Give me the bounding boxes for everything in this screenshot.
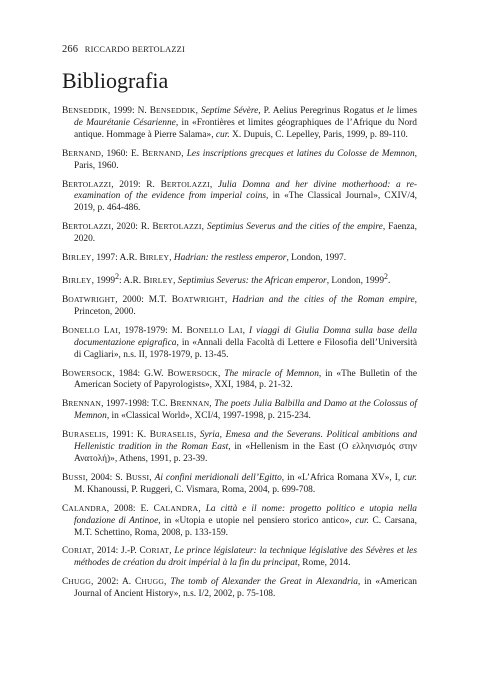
entry-text: , 2002: A. C [91, 577, 142, 588]
small-caps-name: ALANDRA [159, 503, 199, 513]
entry-text: , P. Aelius Peregrinus Rogatus [258, 106, 378, 116]
edition-superscript: 2 [384, 271, 388, 281]
bibliography-list [62, 105, 417, 607]
small-caps-name: IRLEY [145, 253, 170, 263]
small-caps-name: ENSEDDIK [156, 106, 196, 115]
small-caps-name: HUGG [68, 577, 92, 587]
entry-text: B [62, 399, 69, 410]
entry-text: , 1997-1998: T.C. B [101, 399, 177, 410]
italic-title: The poets Julia Balbilla and Damo at the Colossus of Memnon [74, 399, 418, 422]
running-head-author: RICCARDO BERTOLAZZI [84, 45, 185, 54]
italic-title: cur. [403, 472, 418, 483]
small-caps-name: ONELLO [68, 325, 100, 335]
entry-text: , [209, 179, 218, 190]
entry-text: limes [393, 106, 417, 116]
running-head [62, 44, 185, 55]
entry-text: , London, 1999 [326, 276, 385, 287]
italic-title: I viaggi di Giulia Domna sulla base della documentazione epigrafica [74, 325, 418, 348]
entry-text: , [242, 325, 249, 336]
italic-title: et le [377, 106, 394, 116]
small-caps-name: ERTOLAZZI [68, 179, 112, 189]
entry-text: , [164, 577, 171, 588]
entry-text: , [149, 472, 155, 483]
entry-text: , Rome, 2014. [297, 558, 351, 569]
italic-title: Les inscriptions grecques et latines du Colosse de Memnon [186, 148, 415, 159]
entry-text: , 1999 [91, 276, 116, 287]
entry-text: , 1978-1979: M. B [118, 325, 193, 336]
small-caps-name: OATWRIGHT [68, 295, 116, 304]
italic-title: Le prince législateur: la technique législative des Sévères et les méthodes de création du droit impérial à la fin du principat [74, 546, 417, 569]
italic-title: Ai confini meridionali dell’Egitto [154, 472, 282, 483]
bibliography-entry [62, 576, 417, 601]
italic-title: Julia Domna and her divine motherhood: a re-examination of the evidence from imperial coins [74, 179, 417, 202]
entry-text: , in «Utopia e utopie nel pensiero storico antico», [158, 515, 356, 526]
entry-text: B [62, 430, 69, 441]
entry-text: B [62, 222, 69, 233]
italic-title: de Maurétanie Césarienne [74, 117, 176, 128]
bibliography-entry [62, 105, 417, 142]
small-caps-name: URASELIS [68, 430, 107, 440]
small-caps-name: HUGG [141, 577, 165, 587]
italic-title: The tomb of Alexander the Great in Alexandria [170, 577, 358, 588]
small-caps-name: OWERSOCK [173, 368, 218, 378]
small-caps-name: AI [234, 325, 243, 335]
italic-title: The miracle of Memnon [224, 368, 319, 379]
entry-text: , 1999: N. B [107, 106, 156, 116]
entry-text: , in «Hellenism in the East (O ελληνισμός στην Ανατολή)», Athens, 1991, p. 23-39. [74, 442, 417, 464]
entry-text: , 2000: M.T. B [115, 295, 178, 305]
entry-text: B [62, 472, 69, 483]
bibliography-entry [62, 252, 417, 265]
entry-text: , [193, 430, 200, 441]
entry-text: B [62, 325, 69, 336]
small-caps-name: IRLEY [68, 253, 92, 263]
entry-text: M. Khanoussi, P. Ruggeri, C. Vismara, Roma, 2004, p. 699-708. [74, 484, 316, 495]
bibliography-entry [62, 294, 417, 319]
page-number: 266 [62, 44, 79, 55]
bibliography-entry [62, 148, 417, 173]
italic-title: cur. [215, 129, 230, 140]
bibliography-entry [62, 325, 417, 362]
small-caps-name: ERTOLAZZI [166, 179, 210, 189]
entry-text: B [62, 368, 69, 379]
small-caps-name: ALANDRA [68, 503, 107, 513]
small-caps-name: USSI [68, 472, 86, 482]
small-caps-name: ERTOLAZZI [158, 222, 202, 232]
entry-text: : A.R. B [118, 276, 150, 287]
small-caps-name: AI [109, 325, 119, 335]
entry-text: C [62, 577, 69, 588]
small-caps-name: IRLEY [149, 276, 174, 286]
bibliography-entry [62, 545, 417, 570]
small-caps-name: ERTOLAZZI [68, 222, 112, 232]
entry-text: X. Dupuis, C. Lepelley, Paris, 1999, p. 89-110. [229, 129, 408, 140]
entry-text: , Faenza, 2020. [74, 222, 418, 245]
entry-text: , [169, 546, 175, 557]
small-caps-name: ERNAND [148, 148, 182, 158]
bibliography-entry [62, 398, 417, 423]
entry-text: C [62, 546, 69, 557]
italic-title: cur. [355, 515, 370, 526]
entry-text: B [62, 253, 69, 264]
small-caps-name: URASELIS [155, 430, 194, 440]
entry-text: B [62, 295, 69, 305]
entry-text: , 1984: G.W. B [112, 368, 174, 379]
bibliography-entry [62, 368, 417, 393]
bibliography-entry [62, 472, 417, 497]
small-caps-name: ORIAT [145, 546, 170, 556]
entry-text: , 2019: R. B [111, 179, 167, 190]
small-caps-name: ENSEDDIK [68, 106, 108, 115]
entry-text: , 2004: S. B [85, 472, 132, 483]
entry-text: , 2014: J.-P. C [91, 546, 146, 557]
small-caps-name: OWERSOCK [68, 368, 113, 378]
entry-text: L [224, 325, 235, 336]
entry-text: C [62, 503, 69, 514]
entry-text: , in «The Bulletin of the American Society of Papyrologists», XXI, 1984, p. 21-32. [74, 368, 417, 391]
bibliography-entry [62, 429, 417, 466]
entry-text: , [169, 253, 174, 264]
entry-text: , 1997: A.R. B [91, 253, 146, 264]
italic-title: La città e il nome: progetto politico e utopia nella fondazione di Antinoe [74, 503, 417, 526]
bibliography-entry [62, 179, 417, 216]
small-caps-name: RENNAN [68, 399, 102, 409]
entry-text: , [201, 222, 207, 233]
entry-text: , [173, 276, 178, 287]
edition-superscript: 2 [115, 271, 119, 281]
entry-text: , 1960: E. B [101, 148, 149, 159]
italic-title: Septimius Severus: the African emperor [177, 276, 327, 287]
entry-text: , in «Frontières et limites géographiques de l’Afrique du Nord antique. Hommage à Pierre Salama», [74, 117, 417, 140]
entry-text: , Princeton, 2000. [74, 295, 417, 317]
small-caps-name: ONELLO [192, 325, 225, 335]
entry-text: , in «The Classical Journal», CXIV/4, 2019, p. 464-486. [74, 191, 417, 214]
entry-text: , [217, 368, 225, 379]
entry-text: L [99, 325, 110, 336]
small-caps-name: RENNAN [176, 399, 210, 409]
small-caps-name: ERNAND [68, 148, 102, 158]
entry-text: B [62, 106, 69, 116]
italic-title: Septimius Severus and the cities of the empire [206, 222, 383, 233]
italic-title: Hadrian: the restless emperor [173, 253, 287, 264]
bibliography-entry [62, 271, 417, 288]
entry-text: B [62, 179, 69, 190]
entry-text: , in «American Journal of Ancient History», n.s. I/2, 2002, p. 75-108. [74, 577, 417, 600]
entry-text: , 1991: K. B [106, 430, 156, 441]
bibliography-entry [62, 221, 417, 246]
entry-text: , in «Annali della Facoltà di Lettere e Filosofia dell’Università di Cagliari», n.s. II, 1978-1979, p. 13-45. [74, 337, 417, 360]
entry-text: . [387, 276, 391, 287]
bibliography-entry [62, 503, 417, 540]
italic-title: Septime Sévère [200, 106, 259, 116]
entry-text: , [181, 148, 187, 159]
entry-text: C. Carsana, M.T. Schettino, Roma, 2008, p. 133-159. [74, 515, 417, 538]
entry-text: B [62, 148, 69, 159]
italic-title: Syria, Emesa and the Severans. Political ambitions and Hellenistic tradition in the Roman East [74, 430, 417, 453]
entry-text: B [62, 276, 69, 287]
entry-text: , in «L’Africa Romana XV», I, [281, 472, 404, 483]
entry-text: , [224, 295, 233, 305]
italic-title: Hadrian and the cities of the Roman empire [232, 295, 415, 305]
entry-text: , London, 1997. [286, 253, 347, 264]
small-caps-name: IRLEY [68, 276, 92, 286]
small-caps-name: ORIAT [68, 546, 92, 556]
entry-text: , 2008: E. C [106, 503, 160, 514]
entry-text: , 2020: R. B [111, 222, 159, 233]
small-caps-name: USSI [132, 472, 150, 482]
entry-text: , [198, 503, 206, 514]
section-title: Bibliografia [62, 68, 169, 93]
small-caps-name: OATWRIGHT [177, 295, 225, 304]
entry-text: , in «Classical World», XCI/4, 1997-1998, p. 215-234. [106, 411, 311, 422]
entry-text: , [195, 106, 201, 116]
entry-text: , Paris, 1960. [74, 148, 418, 171]
entry-text: , [209, 399, 215, 410]
